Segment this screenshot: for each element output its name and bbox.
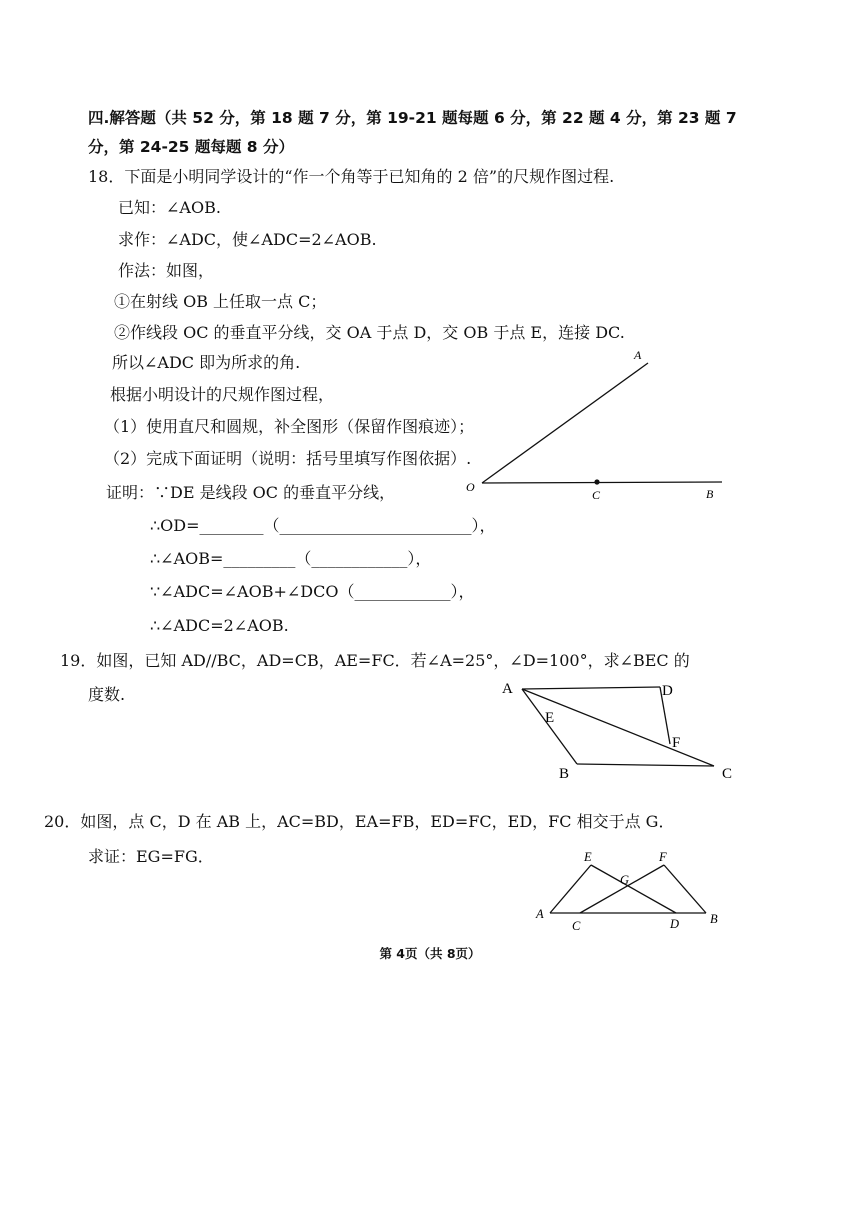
- q18-construct: 求作：∠ADC，使∠ADC=2∠AOB.: [118, 230, 377, 249]
- segment-ea: [550, 865, 591, 913]
- q18-step-2: ②作线段 OC 的垂直平分线，交 OA 于点 D，交 OB 于点 E，连接 DC.: [114, 323, 625, 342]
- segment-ad: [522, 687, 660, 689]
- q20-figure: [528, 846, 728, 936]
- q20-prove: 求证：EG=FG．: [88, 847, 214, 866]
- q18-known: 已知：∠AOB.: [118, 198, 221, 217]
- section-heading-line-1: 四.解答题（共 52 分，第 18 题 7 分，第 19-21 题每题 6 分，第 22 题 4 分，第 23 题 7: [88, 109, 737, 127]
- q18-step-1: ①在射线 OB 上任取一点 C；: [114, 292, 327, 311]
- q18-basis: 根据小明设计的尺规作图过程，: [110, 385, 335, 404]
- label-d: D: [662, 683, 673, 699]
- q18-proof-line-2: ∴OD=________（________________________），: [150, 516, 496, 535]
- q18-proof-line-5: ∴∠ADC=2∠AOB.: [150, 616, 289, 635]
- q19-stem-line-2: 度数.: [88, 685, 126, 704]
- q19-stem-line-1: 19．如图，已知 AD//BC，AD=CB，AE=FC．若∠A=25°，∠D=100°，求∠BEC 的: [60, 651, 690, 670]
- q18-proof-line-3: ∴∠AOB=_________（____________），: [150, 549, 432, 568]
- label-o: O: [466, 480, 475, 494]
- segment-ed: [591, 865, 676, 913]
- label-b: B: [710, 912, 718, 926]
- ray-ob: [482, 482, 722, 483]
- segment-bc: [577, 764, 714, 766]
- q18-task-1: （1）使用直尺和圆规，补全图形（保留作图痕迹）；: [104, 417, 475, 436]
- label-c: C: [592, 488, 601, 502]
- page-footer: 第 4页（共 8页）: [379, 946, 481, 961]
- label-f: F: [672, 735, 681, 751]
- q18-proof-line-1: 证明：∵DE 是线段 OC 的垂直平分线，: [106, 483, 396, 502]
- q18-stem: 18．下面是小明同学设计的“作一个角等于已知角的 2 倍”的尺规作图过程.: [88, 167, 615, 186]
- label-f: F: [659, 850, 667, 864]
- q18-angle-figure: [460, 345, 740, 505]
- label-d: D: [670, 917, 680, 931]
- q18-task-2: （2）完成下面证明（说明：括号里填写作图依据）.: [104, 449, 472, 468]
- q18-method: 作法：如图，: [118, 261, 215, 280]
- q20-stem: 20．如图，点 C，D 在 AB 上，AC=BD，EA=FB，ED=FC，ED，FC 相交于点 G．: [44, 812, 675, 831]
- ray-oa: [482, 363, 648, 483]
- label-a: A: [634, 348, 642, 362]
- label-g: G: [620, 873, 630, 887]
- section-heading-line-2: 分，第 24-25 题每题 8 分）: [88, 138, 294, 156]
- q18-conclusion: 所以∠ADC 即为所求的角.: [112, 353, 301, 372]
- label-c: C: [722, 766, 733, 782]
- point-c: [594, 479, 599, 484]
- label-c: C: [572, 919, 581, 933]
- label-b: B: [559, 766, 570, 782]
- label-a: A: [536, 907, 544, 921]
- label-b: B: [706, 487, 714, 501]
- label-e: E: [584, 850, 592, 864]
- q18-proof-line-4: ∵∠ADC=∠AOB+∠DCO（____________），: [150, 582, 475, 601]
- segment-fb: [664, 865, 706, 913]
- label-a: A: [502, 681, 513, 697]
- q19-figure: [498, 678, 748, 788]
- label-e: E: [545, 710, 555, 726]
